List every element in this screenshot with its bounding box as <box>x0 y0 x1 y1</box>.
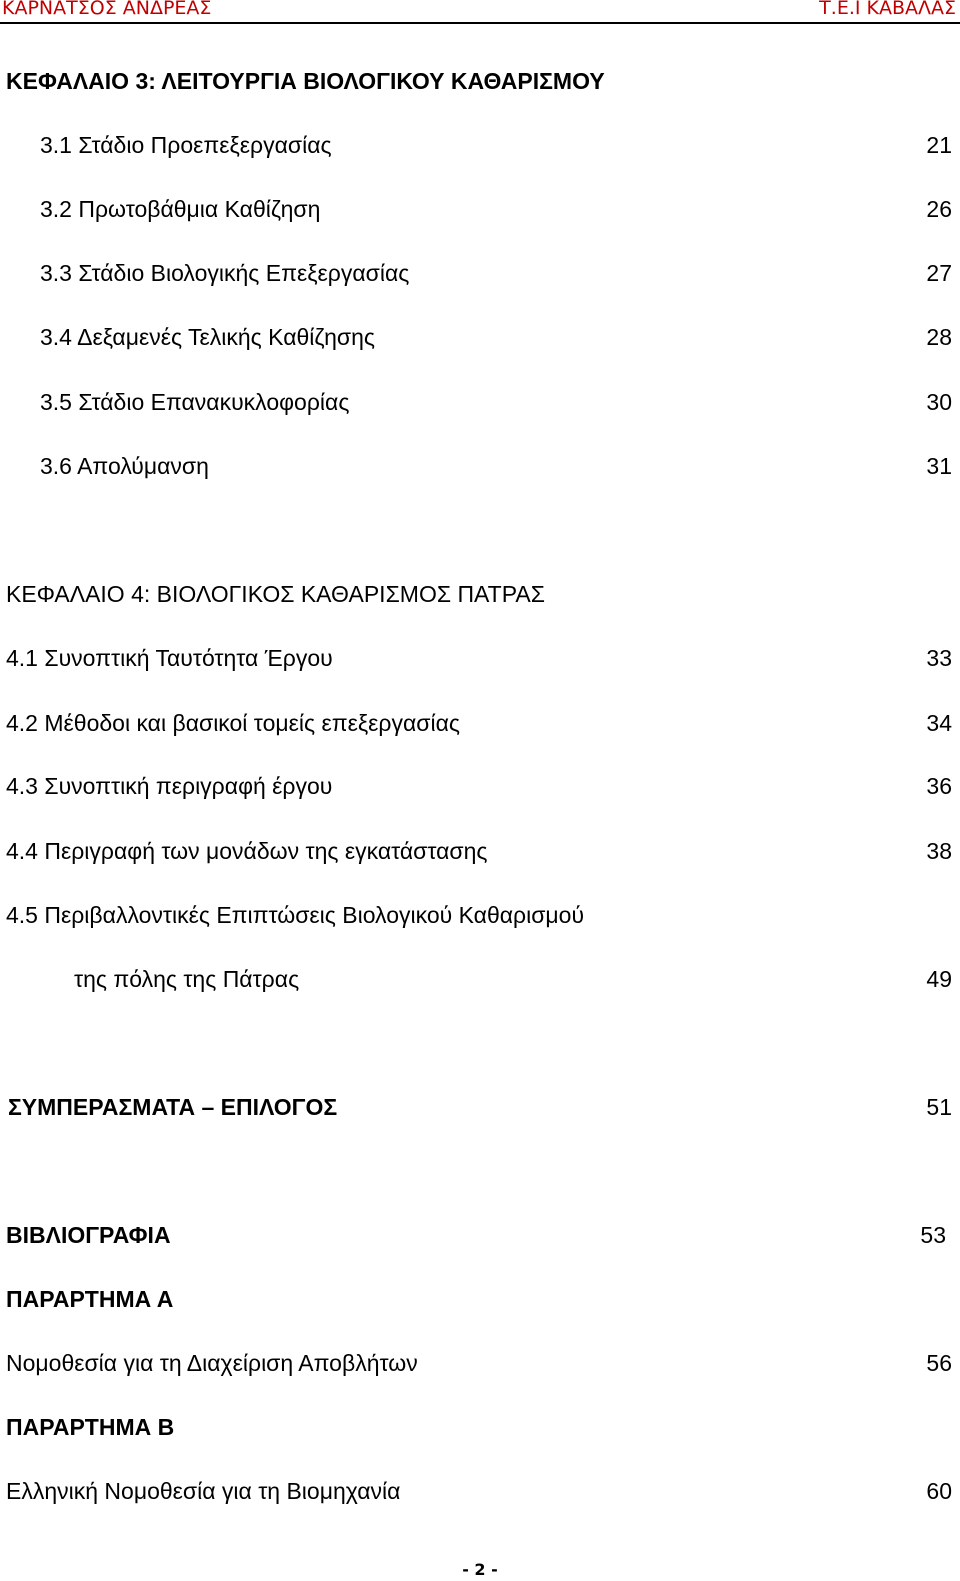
toc-entry-page: 34 <box>926 710 952 736</box>
toc-entry[interactable] <box>0 385 960 419</box>
page-header <box>0 0 960 24</box>
toc-entry[interactable] <box>0 256 960 290</box>
toc-entry[interactable] <box>0 898 960 932</box>
toc-entry-continuation[interactable] <box>0 962 960 996</box>
toc-entry-title: 4.3 Συνοπτική περιγραφή έργου <box>6 773 333 799</box>
toc-entry-page: 26 <box>926 196 952 222</box>
toc-entry-page: 51 <box>926 1094 952 1120</box>
toc-entry-title: 4.2 Μέθοδοι και βασικοί τομείς επεξεργασίας <box>6 710 460 736</box>
toc-entry[interactable] <box>0 641 960 675</box>
toc-conclusions[interactable] <box>0 1090 960 1124</box>
toc-entry-page: 60 <box>926 1478 952 1504</box>
toc-chapter-4-heading <box>0 577 960 611</box>
toc-entry-page: 53 <box>920 1222 946 1248</box>
toc-entry-page: 38 <box>926 838 952 864</box>
toc-entry-page: 28 <box>926 324 952 350</box>
toc-entry[interactable] <box>0 706 960 740</box>
toc-entry-title: 4.5 Περιβαλλοντικές Επιπτώσεις Βιολογικού Καθαρισμού <box>6 902 585 928</box>
toc-entry-title: Ελληνική Νομοθεσία για τη Βιομηχανία <box>6 1478 401 1504</box>
toc-entry-title: 3.2 Πρωτοβάθμια Καθίζηση <box>40 196 321 222</box>
toc-chapter-3-heading <box>0 64 960 98</box>
toc-entry[interactable] <box>0 1346 960 1380</box>
toc-entry[interactable] <box>0 1474 960 1508</box>
toc-entry[interactable] <box>0 769 960 803</box>
toc-heading-title: ΠΑΡΑΡΤΗΜΑ Α <box>6 1286 174 1312</box>
toc-entry[interactable] <box>0 128 960 162</box>
toc-heading-title: ΚΕΦΑΛΑΙΟ 3: ΛΕΙΤΟΥΡΓΙΑ ΒΙΟΛΟΓΙΚΟΥ ΚΑΘΑΡΙΣΜΟΥ <box>6 68 605 94</box>
toc-entry-page: 21 <box>926 132 952 158</box>
toc-heading-title: ΒΙΒΛΙΟΓΡΑΦΙΑ <box>6 1222 171 1248</box>
toc-entry[interactable] <box>0 192 960 226</box>
toc-entry-title: Νομοθεσία για τη Διαχείριση Αποβλήτων <box>6 1350 418 1376</box>
toc-bibliography[interactable] <box>0 1218 960 1252</box>
toc-entry-title: 3.6 Απολύμανση <box>40 453 209 479</box>
toc-entry-page: 31 <box>926 453 952 479</box>
toc-entry-title: 4.1 Συνοπτική Ταυτότητα Έργου <box>6 645 333 671</box>
toc-entry-page: 56 <box>926 1350 952 1376</box>
toc-entry-title: 4.4 Περιγραφή των μονάδων της εγκατάστασης <box>6 838 488 864</box>
toc-entry-title: 3.1 Στάδιο Προεπεξεργασίας <box>40 132 332 158</box>
toc-heading-title: ΠΑΡΑΡΤΗΜΑ Β <box>6 1414 175 1440</box>
toc-entry-page: 27 <box>926 260 952 286</box>
toc-entry-page: 49 <box>926 966 952 992</box>
toc-entry-page: 36 <box>926 773 952 799</box>
toc-entry-title: 3.5 Στάδιο Επανακυκλοφορίας <box>40 389 350 415</box>
header-school: Τ.Ε.Ι ΚΑΒΑΛΑΣ <box>819 0 956 19</box>
toc-entry-title: 3.3 Στάδιο Βιολογικής Επεξεργασίας <box>40 260 410 286</box>
toc-entry[interactable] <box>0 834 960 868</box>
page-number: - 2 - <box>462 1560 498 1579</box>
toc-heading-title: ΣΥΜΠΕΡΑΣΜΑΤΑ – ΕΠΙΛΟΓΟΣ <box>8 1094 338 1120</box>
toc-entry[interactable] <box>0 320 960 354</box>
toc-appendix-a-heading <box>0 1282 960 1316</box>
toc-appendix-b-heading <box>0 1410 960 1444</box>
toc-entry-title: της πόλης της Πάτρας <box>74 966 300 992</box>
header-author: ΚΑΡΝΑΤΣΟΣ ΑΝΔΡΕΑΣ <box>2 0 212 19</box>
toc-entry[interactable] <box>0 449 960 483</box>
toc-entry-page: 30 <box>926 389 952 415</box>
toc-entry-page: 33 <box>926 645 952 671</box>
toc-entry-title: 3.4 Δεξαμενές Τελικής Καθίζησης <box>40 324 376 350</box>
toc-heading-title: ΚΕΦΑΛΑΙΟ 4: ΒΙΟΛΟΓΙΚΟΣ ΚΑΘΑΡΙΣΜΟΣ ΠΑΤΡΑΣ <box>6 581 545 607</box>
